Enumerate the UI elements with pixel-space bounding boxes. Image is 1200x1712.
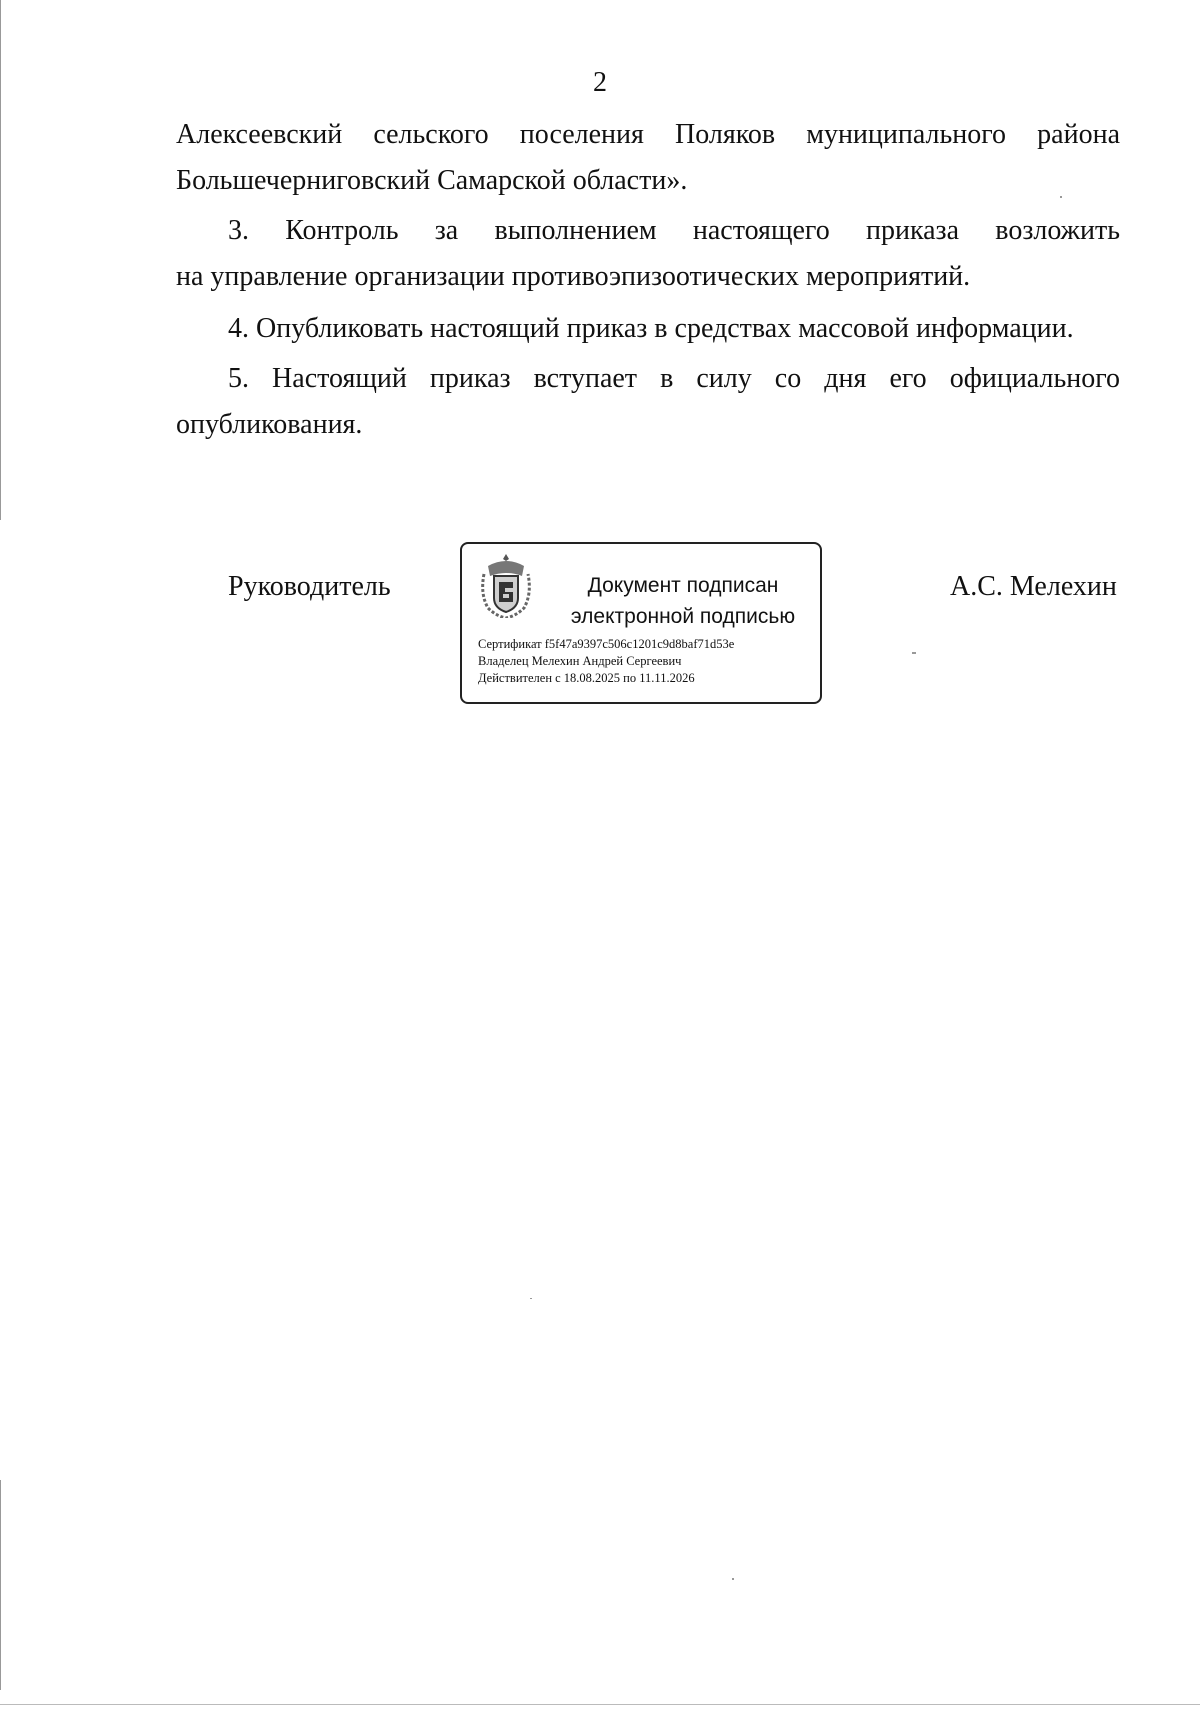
certificate-validity: Действителен с 18.08.2025 по 11.11.2026	[478, 671, 695, 685]
scan-speck	[1060, 196, 1062, 198]
paragraph-4	[176, 306, 1120, 352]
e-signature-stamp	[460, 542, 822, 704]
scan-edge-line	[0, 1480, 1, 1690]
paragraph-line: 4. Опубликовать настоящий приказ в средствах массовой информации.	[228, 313, 1074, 344]
paragraph-continuation	[176, 112, 1120, 204]
paragraph-line: Большечерниговский Самарской области».	[176, 165, 688, 196]
certificate-owner: Владелец Мелехин Андрей Сергеевич	[478, 654, 682, 668]
e-signature-heading-line: электронной подписью	[570, 605, 796, 628]
page-number: 2	[593, 67, 607, 98]
paragraph-3	[176, 208, 1120, 300]
certificate-number: Сертификат f5f47a9397c506c1201c9d8baf71d53e	[478, 637, 735, 651]
paragraph-line: 5. Настоящий приказ вступает в силу со дня его официального	[228, 363, 1120, 394]
paragraph-line: Алексеевский сельского поселения Поляков муниципального района	[176, 119, 1120, 150]
scan-speck	[912, 652, 916, 654]
scan-speck	[530, 1298, 532, 1299]
e-signature-details	[478, 636, 734, 687]
signatory-position: Руководитель	[228, 571, 391, 602]
paragraph-5	[176, 356, 1120, 448]
scan-edge-line	[0, 1704, 1200, 1705]
e-signature-heading	[558, 570, 808, 632]
e-signature-heading-line: Документ подписан	[587, 574, 779, 597]
paragraph-line: на управление организации противоэпизоотических мероприятий.	[176, 261, 971, 292]
paragraph-line: опубликования.	[176, 409, 363, 440]
scan-edge-line	[0, 0, 1, 520]
coat-of-arms-icon	[480, 552, 532, 618]
paragraph-line: 3. Контроль за выполнением настоящего приказа возложить	[228, 215, 1120, 246]
scan-speck	[732, 1578, 734, 1580]
signatory-name: А.С. Мелехин	[950, 571, 1117, 602]
